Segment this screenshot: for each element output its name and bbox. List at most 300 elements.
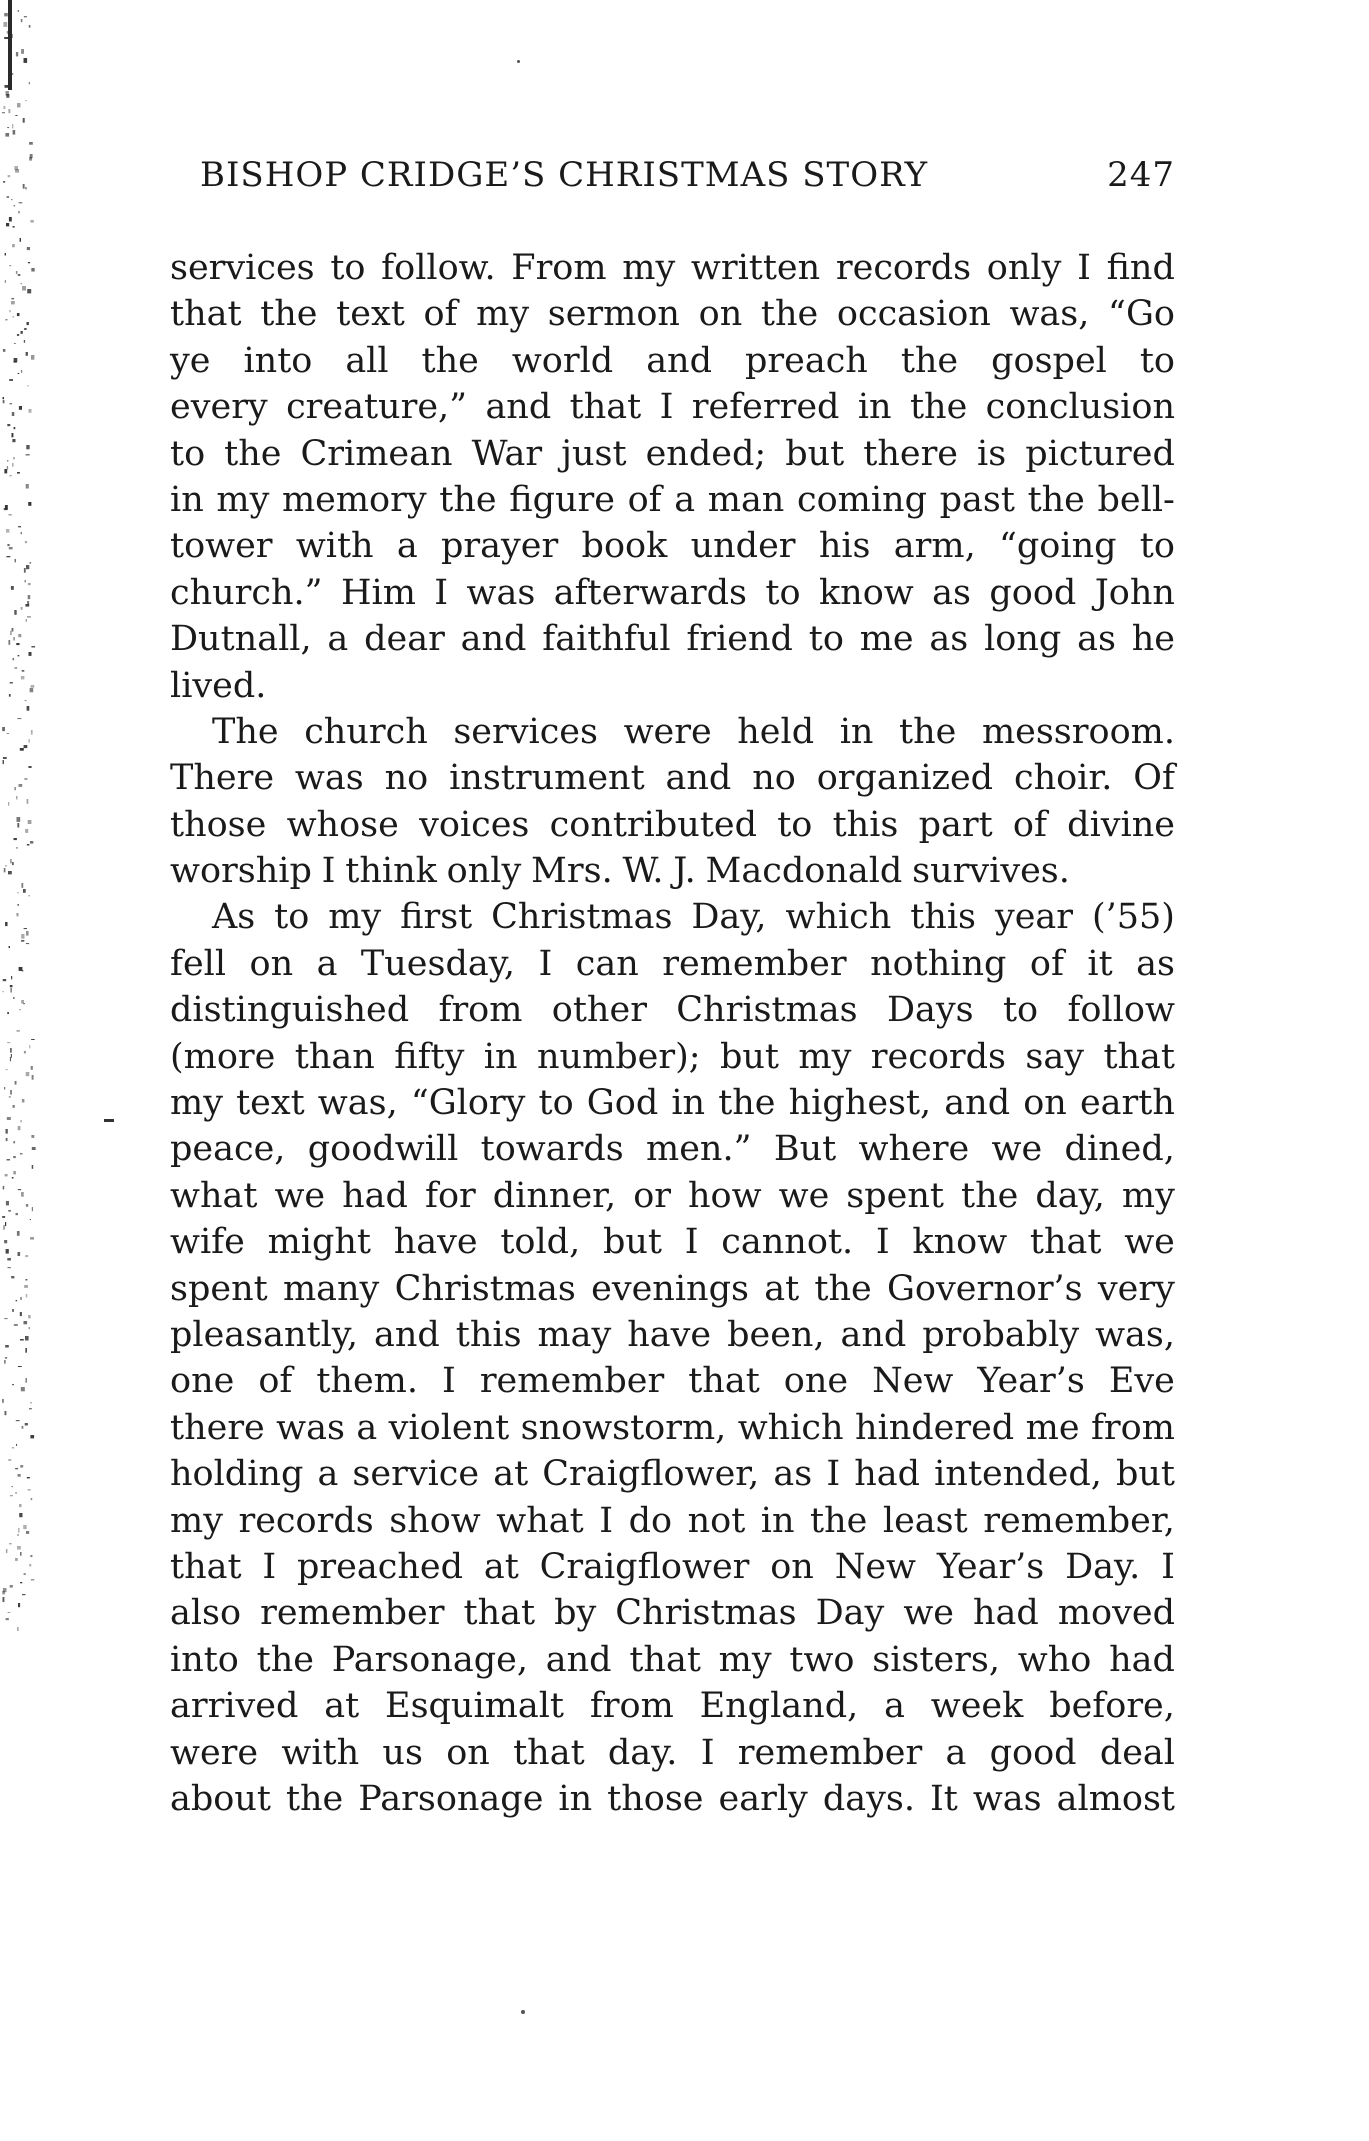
word: this (455, 1314, 522, 1355)
word: from (438, 990, 523, 1031)
word: only (986, 248, 1062, 288)
word: to (808, 619, 844, 660)
word: I (875, 1222, 890, 1263)
word: of (258, 1361, 293, 1402)
word: on (446, 1732, 490, 1773)
word: a (674, 479, 696, 520)
word: But (773, 1129, 837, 1170)
word: we (274, 1175, 326, 1216)
word: have (627, 1314, 712, 1355)
word: goodwill (307, 1129, 459, 1170)
word: was (466, 572, 536, 613)
word: remember (260, 1593, 445, 1634)
text-line (170, 1266, 1175, 1312)
word: records (870, 1036, 1006, 1077)
text-line (170, 1219, 1175, 1265)
word: holding (170, 1454, 304, 1495)
word: the (899, 711, 957, 752)
word: or (633, 1175, 671, 1216)
word: a (316, 943, 338, 984)
word: the (285, 1778, 344, 1819)
word: on (698, 294, 743, 335)
word: earth (1079, 1083, 1175, 1124)
word: W. (622, 851, 664, 892)
word: who (1017, 1639, 1092, 1680)
word: violent (388, 1407, 510, 1448)
word: It (929, 1778, 958, 1819)
text-line (170, 291, 1175, 337)
word: also (170, 1593, 242, 1634)
text-line (170, 1776, 1175, 1822)
word: had (1109, 1639, 1175, 1680)
word: with (295, 526, 374, 567)
word: day, (1035, 1175, 1105, 1216)
word: had (854, 1454, 921, 1495)
word: know (818, 572, 914, 613)
word: no (752, 758, 796, 799)
word: was (294, 758, 364, 799)
word: services (170, 248, 315, 288)
word: were (170, 1732, 259, 1773)
word: week (930, 1686, 1024, 1727)
word: was, (1009, 294, 1090, 335)
word: “going (999, 526, 1117, 567)
word: records (835, 248, 972, 288)
word: other (551, 990, 647, 1031)
word: nothing (870, 943, 1007, 984)
word: Him (340, 572, 416, 613)
word: records (238, 1500, 374, 1541)
word: my (216, 479, 270, 520)
word: as (773, 1454, 813, 1495)
word: follow (1067, 990, 1175, 1031)
word: the (260, 294, 318, 335)
word: Eve (1108, 1361, 1175, 1402)
word: may (537, 1314, 612, 1355)
word: Esquimalt (385, 1686, 564, 1727)
word: men.” (646, 1129, 752, 1170)
word: tower (170, 526, 273, 567)
word: into (170, 1639, 239, 1680)
word: that (463, 1593, 536, 1634)
word: choir. (1013, 758, 1113, 799)
word: and (944, 1083, 1011, 1124)
word: but (719, 1036, 779, 1077)
word: to (330, 248, 366, 288)
word: Christmas (676, 990, 858, 1031)
word: organized (816, 758, 994, 799)
text-line (170, 1312, 1175, 1358)
word: messroom. (981, 711, 1175, 752)
word: dinner, (492, 1175, 617, 1216)
text-line (170, 570, 1175, 616)
word: as (1077, 619, 1116, 660)
word: ended; (645, 433, 767, 474)
word: Year’s (936, 1546, 1045, 1587)
word: in (558, 1778, 593, 1819)
word: Governor’s (886, 1268, 1083, 1309)
word: From (511, 248, 607, 288)
word: J. (673, 851, 696, 892)
text-line (170, 755, 1175, 801)
word: as (1136, 943, 1175, 984)
word: prayer (441, 526, 559, 567)
word: which (785, 897, 892, 938)
word: As (212, 897, 256, 938)
word: I (434, 572, 449, 613)
word: part (918, 804, 993, 845)
word: long (984, 619, 1062, 660)
word: my (798, 1036, 852, 1077)
word: been, (727, 1314, 825, 1355)
word: cannot. (721, 1222, 854, 1263)
word: I (538, 943, 553, 984)
word: Parsonage (358, 1778, 544, 1819)
word: the (760, 294, 819, 335)
word: my (476, 294, 530, 335)
word: was (276, 1407, 345, 1448)
word: we (778, 1175, 830, 1216)
word: towards (480, 1129, 624, 1170)
word: can (575, 943, 639, 984)
word: ye (170, 340, 211, 381)
word: but (785, 433, 845, 474)
text-line (170, 384, 1175, 430)
word: every (170, 387, 268, 428)
word: Craigflower, (542, 1454, 760, 1495)
word: and (840, 1314, 907, 1355)
word: Parsonage, (331, 1639, 528, 1680)
word: what (170, 1175, 258, 1216)
word: me (859, 619, 914, 660)
word: by (554, 1593, 597, 1634)
text-line (170, 477, 1175, 523)
word: Dutnall, (170, 619, 312, 660)
word: all (345, 340, 389, 381)
word: at (324, 1686, 360, 1727)
word: of (627, 479, 662, 520)
word: lived. (170, 665, 267, 706)
word: Days (886, 990, 974, 1031)
word: “Glory (410, 1083, 526, 1124)
word: about (170, 1778, 271, 1819)
word: moved (1057, 1593, 1175, 1634)
word: Day. (1065, 1546, 1141, 1587)
word: book (581, 526, 668, 567)
word: many (282, 1268, 380, 1309)
word: the (256, 1639, 314, 1680)
word: coming (796, 479, 927, 520)
word: wife (170, 1222, 245, 1263)
word: in (170, 479, 204, 520)
word: that (1103, 1036, 1175, 1077)
word: that (170, 294, 242, 335)
word: New (872, 1361, 954, 1402)
word: remember (737, 1732, 923, 1773)
word: and (646, 340, 713, 381)
word: what (496, 1500, 584, 1541)
word: at (483, 1546, 519, 1587)
word: only (446, 851, 522, 892)
word: dined, (1064, 1129, 1175, 1170)
word: a (317, 1454, 339, 1495)
word: text (236, 1083, 305, 1124)
word: the (439, 479, 497, 520)
text-line (170, 1683, 1175, 1729)
word: from (589, 1686, 674, 1727)
word: year (994, 897, 1074, 938)
word: past (939, 479, 1015, 520)
word: in (839, 711, 874, 752)
word: and (545, 1639, 612, 1680)
word: church.” (170, 572, 323, 613)
word: gospel (991, 340, 1107, 381)
word: there (170, 1407, 265, 1448)
word: a (356, 1407, 378, 1448)
text-line (170, 1080, 1175, 1126)
word: that (688, 1361, 760, 1402)
word: where (858, 1129, 970, 1170)
text-line (170, 245, 1175, 291)
word: the (718, 1083, 776, 1124)
text-line (170, 1034, 1175, 1080)
text-line (170, 1126, 1175, 1172)
word: which (737, 1407, 844, 1448)
word: it (1087, 943, 1113, 984)
text-line (170, 616, 1175, 662)
word: not (687, 1500, 746, 1541)
word: War (471, 433, 543, 474)
word: I (599, 1500, 614, 1541)
word: but (1115, 1454, 1175, 1495)
word: Mrs. (531, 851, 613, 892)
word: into (243, 340, 313, 381)
word: church (304, 711, 428, 752)
word: that (170, 1546, 242, 1587)
word: “Go (1108, 294, 1175, 335)
word: to (1002, 990, 1039, 1031)
word: and (374, 1314, 440, 1355)
text-line (170, 987, 1175, 1033)
word: them. (316, 1361, 418, 1402)
word: memory (281, 479, 427, 520)
word: preached (297, 1546, 464, 1587)
word: to (1139, 340, 1175, 381)
word: my (328, 897, 382, 938)
word: I (321, 851, 336, 892)
text-line (170, 709, 1175, 755)
text-line (170, 1637, 1175, 1683)
binding-edge-marks (0, 0, 48, 1640)
word: two (789, 1639, 855, 1680)
word: that (629, 1639, 701, 1680)
word: the (909, 387, 968, 428)
word: find (1106, 248, 1175, 288)
word: sermon (547, 294, 680, 335)
text-line (170, 1405, 1175, 1451)
text-line (170, 431, 1175, 477)
word: have (393, 1222, 478, 1263)
word: conclusion (985, 387, 1175, 428)
word: God (586, 1083, 659, 1124)
text-line (170, 1730, 1175, 1776)
word: on (249, 943, 294, 984)
running-head-title: BISHOP CRIDGE’S CHRISTMAS STORY (200, 155, 929, 195)
text-line (170, 1590, 1175, 1636)
word: a (327, 619, 349, 660)
word: of (1012, 804, 1047, 845)
text-line (170, 802, 1175, 848)
word: this (832, 804, 899, 845)
word: was (972, 1778, 1042, 1819)
word: in (760, 1500, 795, 1541)
word: we (1124, 1222, 1175, 1263)
word: told, (500, 1222, 581, 1263)
word: probably (922, 1314, 1080, 1355)
word: remember (662, 943, 847, 984)
word: that (569, 387, 642, 428)
word: my (1121, 1175, 1175, 1216)
stray-dot (521, 2010, 525, 2014)
word: Year’s (977, 1361, 1085, 1402)
word: England, (699, 1686, 859, 1727)
word: the (814, 1268, 872, 1309)
word: Christmas (615, 1593, 797, 1634)
word: peace, (170, 1129, 286, 1170)
word: New (834, 1546, 916, 1587)
word: world (511, 340, 614, 381)
text-line (170, 523, 1175, 569)
running-head (200, 155, 1175, 199)
word: was, (317, 1083, 398, 1124)
word: one (783, 1361, 849, 1402)
word: I (442, 1361, 456, 1402)
word: than (294, 1036, 375, 1077)
text-line (170, 848, 1175, 894)
word: the (1027, 479, 1085, 520)
word: man (707, 479, 785, 520)
word: services (453, 711, 598, 752)
word: distinguished (170, 990, 410, 1031)
word: creature,” (286, 387, 468, 428)
word: us (382, 1732, 423, 1773)
word: I (262, 1546, 277, 1587)
word: and (665, 758, 732, 799)
word: is (977, 433, 1007, 474)
word: worship (170, 851, 312, 892)
word: those (170, 804, 267, 845)
word: the (961, 1175, 1019, 1216)
word: sisters, (872, 1639, 1000, 1680)
word: those (607, 1778, 704, 1819)
word: to (170, 433, 206, 474)
word: dear (364, 619, 445, 660)
word: The (212, 711, 279, 752)
word: think (345, 851, 437, 892)
word: text (336, 294, 405, 335)
word: Crimean (300, 433, 453, 474)
word: we (991, 1129, 1043, 1170)
text-line (170, 1173, 1175, 1219)
word: my (622, 248, 676, 288)
word: there (863, 433, 959, 474)
word: remember, (983, 1500, 1175, 1541)
word: instrument (449, 758, 645, 799)
word: to (777, 804, 813, 845)
word: he (1131, 619, 1175, 660)
word: Craigflower (539, 1546, 750, 1587)
word: very (1097, 1268, 1175, 1309)
word: figure (509, 479, 615, 520)
word: of (423, 294, 458, 335)
text-line (170, 941, 1175, 987)
text-line (170, 1451, 1175, 1497)
word: do (628, 1500, 673, 1541)
word: spent (170, 1268, 268, 1309)
word: day. (607, 1732, 678, 1773)
word: had (342, 1175, 408, 1216)
word: pleasantly, (170, 1314, 359, 1355)
word: under (690, 526, 796, 567)
word: my (718, 1639, 772, 1680)
word: say (1025, 1036, 1085, 1077)
word: Of (1133, 758, 1175, 799)
word: a (945, 1732, 967, 1773)
word: highest, (788, 1083, 932, 1124)
word: that (1029, 1222, 1102, 1263)
word: I (700, 1732, 715, 1773)
text-line (170, 663, 1175, 709)
word: Tuesday, (360, 943, 516, 984)
word: in (857, 387, 892, 428)
word: almost (1056, 1778, 1175, 1819)
word: Christmas (491, 897, 673, 938)
word: whose (286, 804, 399, 845)
word: to (274, 897, 310, 938)
word: before, (1049, 1686, 1175, 1727)
word: Day, (691, 897, 767, 938)
word: faithful (542, 619, 671, 660)
word: how (688, 1175, 762, 1216)
word: occasion (836, 294, 991, 335)
word: I (659, 387, 674, 428)
word: number); (536, 1036, 701, 1077)
word: might (267, 1222, 371, 1263)
text-line (170, 894, 1175, 940)
word: the (900, 340, 959, 381)
word: There (170, 758, 275, 799)
word: referred (691, 387, 840, 428)
word: no (384, 758, 429, 799)
word: in (483, 1036, 518, 1077)
text-line (170, 338, 1175, 384)
word: Christmas (394, 1268, 576, 1309)
word: afterwards (553, 572, 747, 613)
word: was, (1095, 1314, 1175, 1355)
text-line (170, 1544, 1175, 1590)
word: that (513, 1732, 585, 1773)
word: written (690, 248, 821, 288)
word: good (989, 1732, 1077, 1773)
word: as (932, 572, 971, 613)
word: friend (686, 619, 793, 660)
word: at (764, 1268, 800, 1309)
text-line (170, 1358, 1175, 1404)
word: Macdonald (705, 851, 903, 892)
word: for (424, 1175, 476, 1216)
word: good (989, 572, 1077, 613)
word: arrived (170, 1686, 299, 1727)
